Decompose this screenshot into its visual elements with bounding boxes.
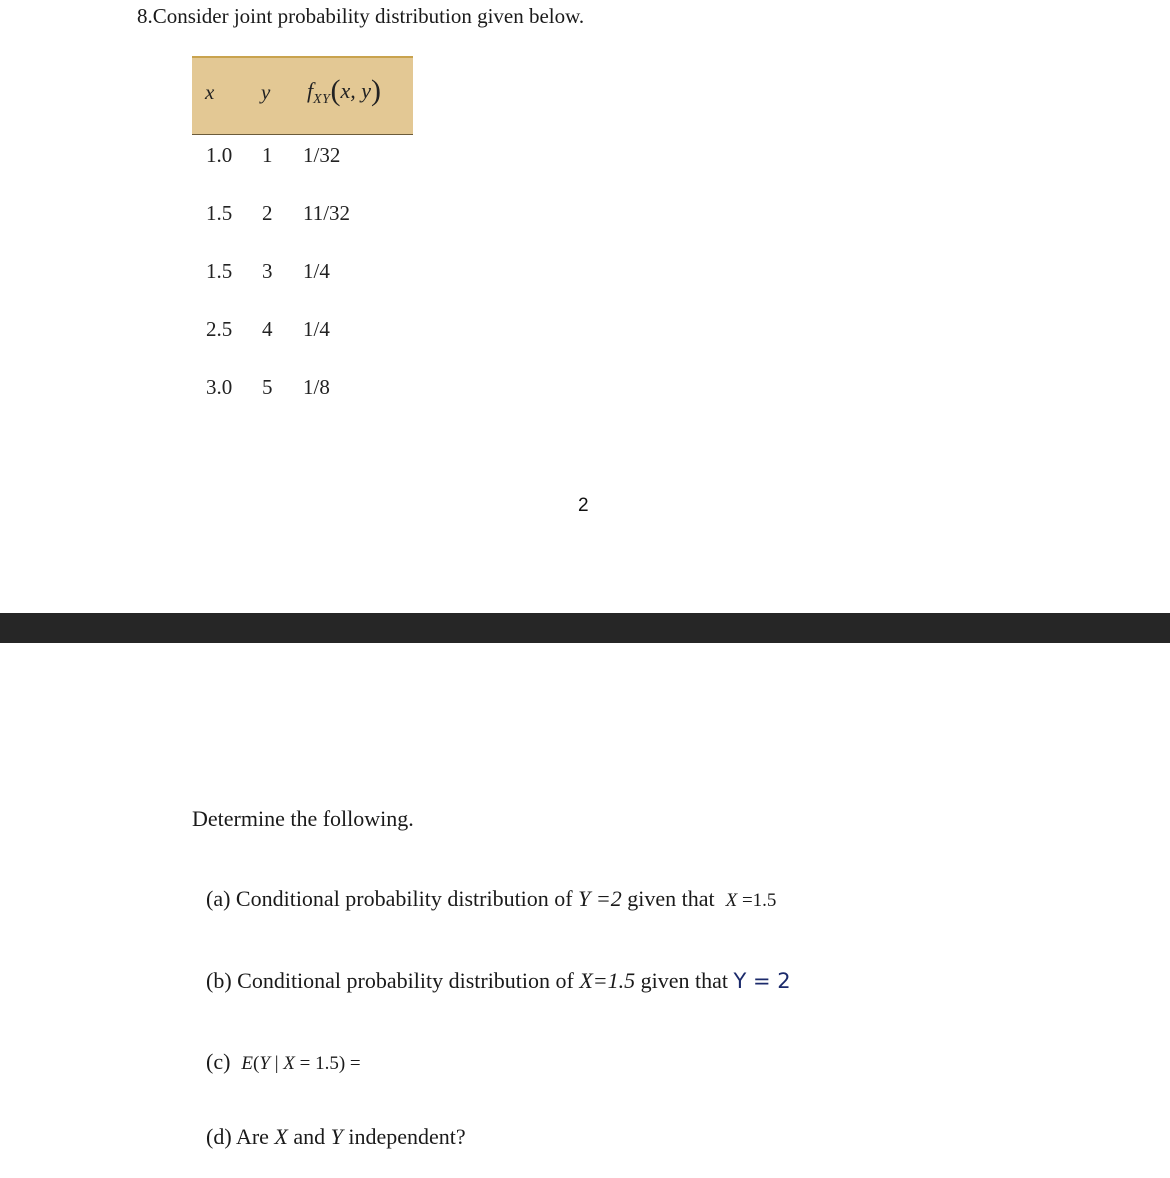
- cell-y: 2: [262, 201, 273, 225]
- part-d-var-x: X: [274, 1124, 288, 1149]
- part-b-math: Y = 2: [733, 969, 791, 993]
- part-a-var-x: X: [725, 890, 738, 911]
- part-c-bar: |: [269, 1053, 284, 1074]
- fxy-close-paren: ): [371, 74, 381, 107]
- part-a-prefix: (a) Conditional probability distribution of: [206, 886, 579, 911]
- part-a-var-y: Y: [578, 886, 591, 911]
- part-a-mid: given that: [621, 886, 721, 911]
- page-separator-bar: [0, 613, 1170, 643]
- part-c-x: X: [283, 1053, 295, 1074]
- cell-y: 1: [262, 143, 273, 167]
- table-header-x: x: [205, 80, 215, 104]
- part-c-rest: = 1.5) =: [294, 1053, 361, 1074]
- part-a-tail: =1.5: [737, 890, 777, 911]
- page-number: 2: [578, 495, 589, 516]
- part-c-y: Y: [259, 1053, 270, 1074]
- table-row: [0, 375, 500, 405]
- cell-f: 1/32: [303, 143, 341, 167]
- question-title: 8.Consider joint probability distribution given below.: [137, 4, 585, 28]
- part-b-mid: given that: [635, 968, 734, 993]
- part-b: [206, 968, 791, 994]
- cell-x: 1.0: [206, 143, 233, 167]
- cell-f: 1/4: [303, 259, 330, 283]
- part-b-prefix: (b) Conditional probability distribution of: [206, 968, 580, 993]
- table-header-fxy: [307, 72, 381, 106]
- cell-y: 3: [262, 259, 273, 283]
- part-d-and: and: [287, 1124, 331, 1149]
- part-b-expr: X=1.5: [579, 968, 636, 993]
- part-c: [206, 1049, 361, 1075]
- part-d: [206, 1124, 466, 1150]
- table-row: [0, 143, 500, 173]
- table-row: [0, 201, 500, 231]
- part-a: [206, 886, 776, 912]
- instructions-heading: Determine the following.: [192, 806, 414, 831]
- part-d-var-y: Y: [330, 1124, 343, 1149]
- table-row: [0, 259, 500, 289]
- cell-x: 1.5: [206, 259, 233, 283]
- cell-f: 1/4: [303, 317, 330, 341]
- cell-y: 4: [262, 317, 273, 341]
- fxy-subscript: XY: [313, 92, 331, 107]
- cell-f: 11/32: [303, 201, 351, 225]
- table-header-y: y: [261, 80, 271, 104]
- cell-x: 2.5: [206, 317, 233, 341]
- part-d-suffix: independent?: [342, 1124, 466, 1149]
- part-a-eq: =2: [590, 886, 622, 911]
- fxy-symbol: f: [307, 78, 314, 103]
- part-c-label: (c): [206, 1049, 236, 1074]
- cell-x: 1.5: [206, 201, 233, 225]
- fxy-vars: x, y: [340, 78, 371, 103]
- fxy-open-paren: (: [330, 74, 341, 107]
- cell-f: 1/8: [303, 375, 330, 399]
- table-row: [0, 317, 500, 347]
- cell-y: 5: [262, 375, 273, 399]
- cell-x: 3.0: [206, 375, 233, 399]
- part-d-prefix: (d) Are: [206, 1124, 275, 1149]
- part-c-e: E: [241, 1053, 254, 1074]
- part-c-open: (: [253, 1053, 260, 1074]
